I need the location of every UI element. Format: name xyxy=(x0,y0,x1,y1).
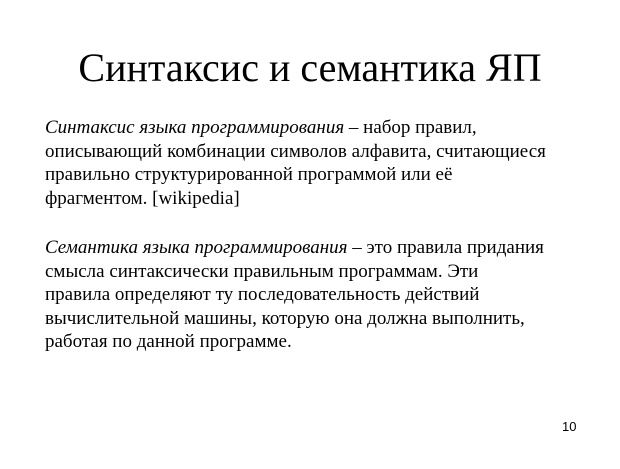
semantics-definition-line-1 xyxy=(45,236,605,260)
semantics-term: Семантика языка программирования xyxy=(45,237,348,258)
semantics-definition-line-3: правила определяют ту последовательность действий xyxy=(45,284,480,305)
semantics-definition-paragraph xyxy=(45,236,605,354)
syntax-definition-line-1 xyxy=(45,116,605,140)
syntax-definition-line-4: фрагментом. [wikipedia] xyxy=(45,187,240,209)
syntax-term: Синтаксис языка программирования xyxy=(45,117,345,138)
syntax-definition-line-2: описывающий комбинации символов алфавита, считающиеся xyxy=(45,140,546,162)
syntax-definition-paragraph xyxy=(45,116,605,210)
syntax-definition-start: – набор правил, xyxy=(344,117,477,138)
slide-title: Синтаксис и семантика ЯП xyxy=(78,45,542,90)
semantics-definition-start: – это правила придания xyxy=(347,237,544,258)
semantics-definition-line-5: работая по данной программе. xyxy=(45,331,292,352)
semantics-definition-line-2: смысла синтаксически правильным программам. Эти xyxy=(45,260,479,282)
semantics-definition-line-4: вычислительной машины, которую она должна выполнить, xyxy=(45,307,525,329)
syntax-definition-line-3: правильно структурированной программой или её xyxy=(45,164,453,185)
page-number: 10 xyxy=(562,419,577,434)
